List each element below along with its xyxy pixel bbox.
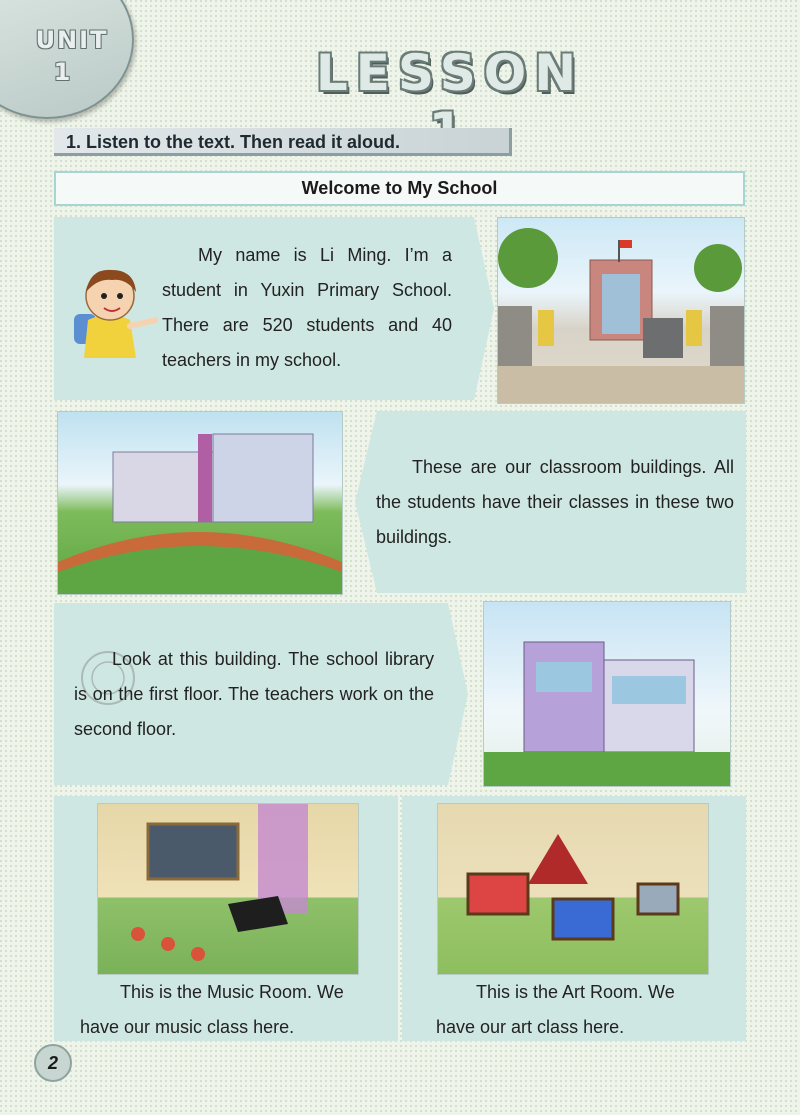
unit-label: UNIT <box>35 26 109 54</box>
page-number: 2 <box>34 1044 72 1082</box>
classroom-buildings-illustration <box>58 412 342 594</box>
art-room-picture <box>437 803 709 975</box>
art-room-illustration <box>438 804 708 974</box>
library-building-illustration <box>484 602 730 786</box>
music-room-picture <box>97 803 359 975</box>
school-gate-illustration <box>498 218 744 403</box>
intro-text: My name is Li Ming. I’m a student in Yuxin Primary School. There are 520 students and 40 teachers in my school. <box>162 245 452 370</box>
instruction-banner: 1. Listen to the text. Then read it aloud. <box>54 128 512 156</box>
library-building-picture <box>483 601 731 787</box>
lesson-title: LESSON <box>315 44 585 102</box>
classroom-buildings-picture <box>57 411 343 595</box>
school-gate-picture <box>497 217 745 404</box>
art-room-caption: This is the Art Room. We have our art class here. <box>436 982 675 1037</box>
music-room-caption: This is the Music Room. We have our music class here. <box>80 982 344 1037</box>
li-ming-illustration <box>64 262 158 362</box>
music-room-illustration <box>98 804 358 974</box>
passage-title: Welcome to My School <box>54 171 745 206</box>
unit-number: 1 <box>53 58 73 86</box>
library-text: Look at this building. The school library is on the first floor. The teachers work on the second floor. <box>74 649 434 739</box>
classroom-text: These are our classroom buildings. All the students have their classes in these two buildings. <box>376 457 734 547</box>
